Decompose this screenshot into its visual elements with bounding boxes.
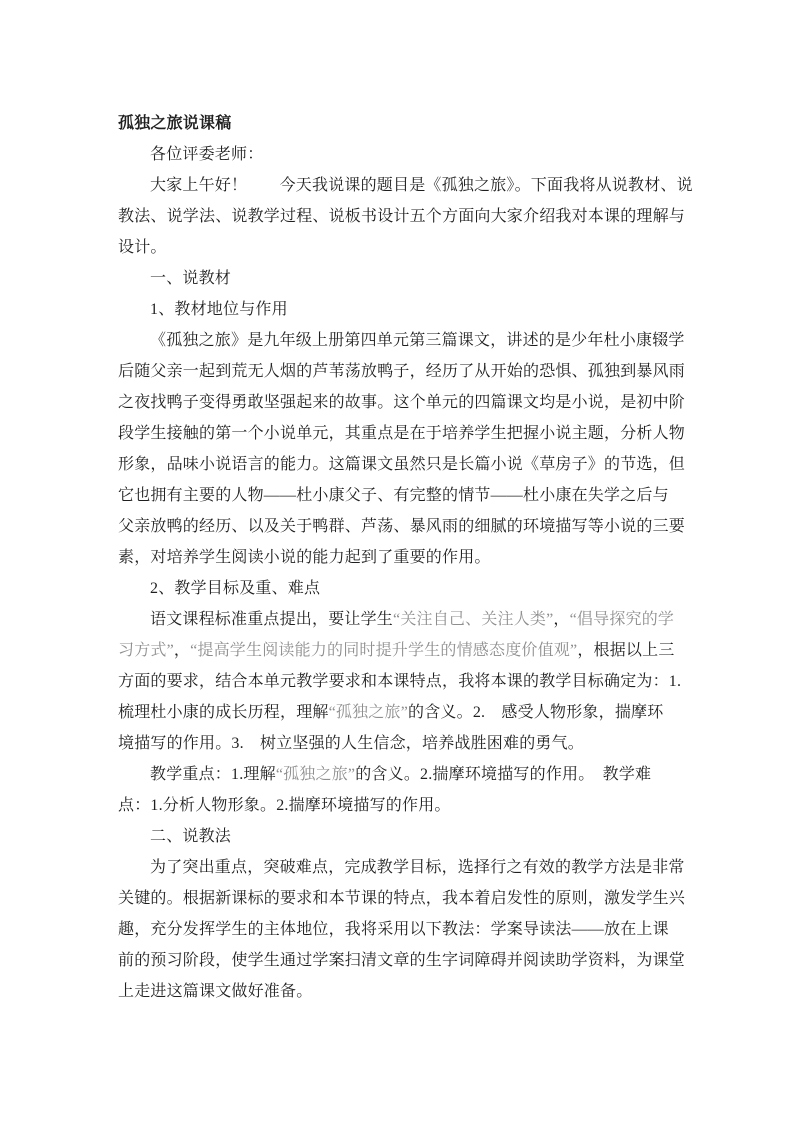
text-line	[118, 387, 718, 418]
text-run: 方面的要求，结合本单元教学要求和本课特点，我将本课的教学目标确定为：1.	[118, 673, 682, 690]
text-run: 设计。	[118, 239, 167, 256]
text-run: 后随父亲一起到荒无人烟的芦苇荡放鸭子，经历了从开始的恐惧、孤独到暴风雨	[118, 363, 686, 380]
text-line	[118, 728, 718, 759]
text-run: 境描写的作用。3. 树立坚强的人生信念，培养战胜困难的勇气。	[118, 735, 585, 752]
text-line	[118, 449, 718, 480]
text-line	[118, 232, 718, 263]
text-run: 1、教材地位与作用	[150, 301, 288, 318]
text-run: 它也拥有主要的人物——杜小康父子、有完整的情节——杜小康在失学之后与	[118, 487, 669, 504]
document-title	[118, 108, 718, 139]
text-line	[118, 356, 718, 387]
text-line	[118, 139, 718, 170]
text-run: 前的预习阶段，使学生通过学案扫清文章的生字词障碍并阅读助学资料，为课堂	[118, 952, 686, 969]
text-run: 的含义。2.揣摩环境描写的作用。 教学难	[355, 766, 652, 783]
text-line	[118, 263, 718, 294]
text-line	[118, 914, 718, 945]
text-line	[118, 976, 718, 1007]
document-body	[118, 108, 718, 1007]
text-line	[118, 635, 718, 666]
text-line	[118, 852, 718, 883]
text-line	[118, 821, 718, 852]
text-run: 大家上午好！ 今天我说课的题目是《孤独之旅》。下面我将从说教材、说	[150, 177, 693, 194]
text-run: 趣，充分发挥学生的主体地位，我将采用以下教法：学案导读法——放在上课	[118, 921, 669, 938]
text-line	[118, 170, 718, 201]
text-run: 《孤独之旅》是九年级上册第四单元第三篇课文，讲述的是少年杜小康辍学	[150, 332, 685, 349]
text-run: 的含义。2. 感受人物形象，揣摩环	[408, 704, 664, 721]
text-line	[118, 542, 718, 573]
quoted-text: “孤独之旅”	[328, 704, 409, 721]
quoted-text: “提高学生阅读能力的同时提升学生的情感态度价值观”	[190, 642, 578, 659]
text-line	[118, 573, 718, 604]
text-run: 点：1.分析人物形象。2.揣摩环境描写的作用。	[118, 797, 451, 814]
text-run: 语文课程标准重点提出，要让学生	[150, 611, 394, 628]
text-run: 二、说教法	[150, 828, 232, 845]
text-run: 段学生接触的第一个小说单元，其重点是在于培养学生把握小说主题，分析人物	[118, 425, 686, 442]
text-line	[118, 697, 718, 728]
text-run: 父亲放鸭的经历、以及关于鸭群、芦荡、暴风雨的细腻的环境描写等小说的三要	[118, 518, 686, 535]
text-run: 2、教学目标及重、难点	[150, 580, 321, 597]
text-run: 形象，品味小说语言的能力。这篇课文虽然只是长篇小说《草房子》的节选，但	[118, 456, 686, 473]
text-line	[118, 759, 718, 790]
text-run: ，	[173, 642, 191, 659]
text-line	[118, 511, 718, 542]
text-run: 孤独之旅说课稿	[118, 115, 232, 132]
text-run: 梳理杜小康的成长历程，理解	[118, 704, 329, 721]
text-line	[118, 325, 718, 356]
text-run: ，	[553, 611, 570, 628]
text-line	[118, 480, 718, 511]
text-run: 上走进这篇课文做好准备。	[118, 983, 313, 1000]
text-run: 为了突出重点，突破难点，完成教学目标，选择行之有效的教学方法是非常	[150, 859, 685, 876]
quoted-text: 习方式”	[118, 642, 174, 659]
text-line	[118, 294, 718, 325]
text-line	[118, 883, 718, 914]
text-run: 各位评委老师：	[150, 146, 264, 163]
quoted-text: “关注自己、关注人类”	[393, 611, 554, 628]
text-line	[118, 604, 718, 635]
text-line	[118, 201, 718, 232]
text-run: 之夜找鸭子变得勇敢坚强起来的故事。这个单元的四篇课文均是小说，是初中阶	[118, 394, 686, 411]
text-run: 一、说教材	[150, 270, 232, 287]
text-line	[118, 418, 718, 449]
text-line	[118, 945, 718, 976]
text-run: 教学重点：1.理解	[150, 766, 276, 783]
text-run: 素，对培养学生阅读小说的能力起到了重要的作用。	[118, 549, 491, 566]
text-run: 关键的。根据新课标的要求和本节课的特点，我本着启发性的原则，激发学生兴	[118, 890, 686, 907]
quoted-text: “倡导探究的学	[569, 611, 675, 628]
text-line	[118, 666, 718, 697]
quoted-text: “孤独之旅”	[275, 766, 356, 783]
text-line	[118, 790, 718, 821]
text-run: ，根据以上三	[577, 642, 675, 659]
text-run: 教法、说学法、说教学过程、说板书设计五个方面向大家介绍我对本课的理解与	[118, 208, 686, 225]
